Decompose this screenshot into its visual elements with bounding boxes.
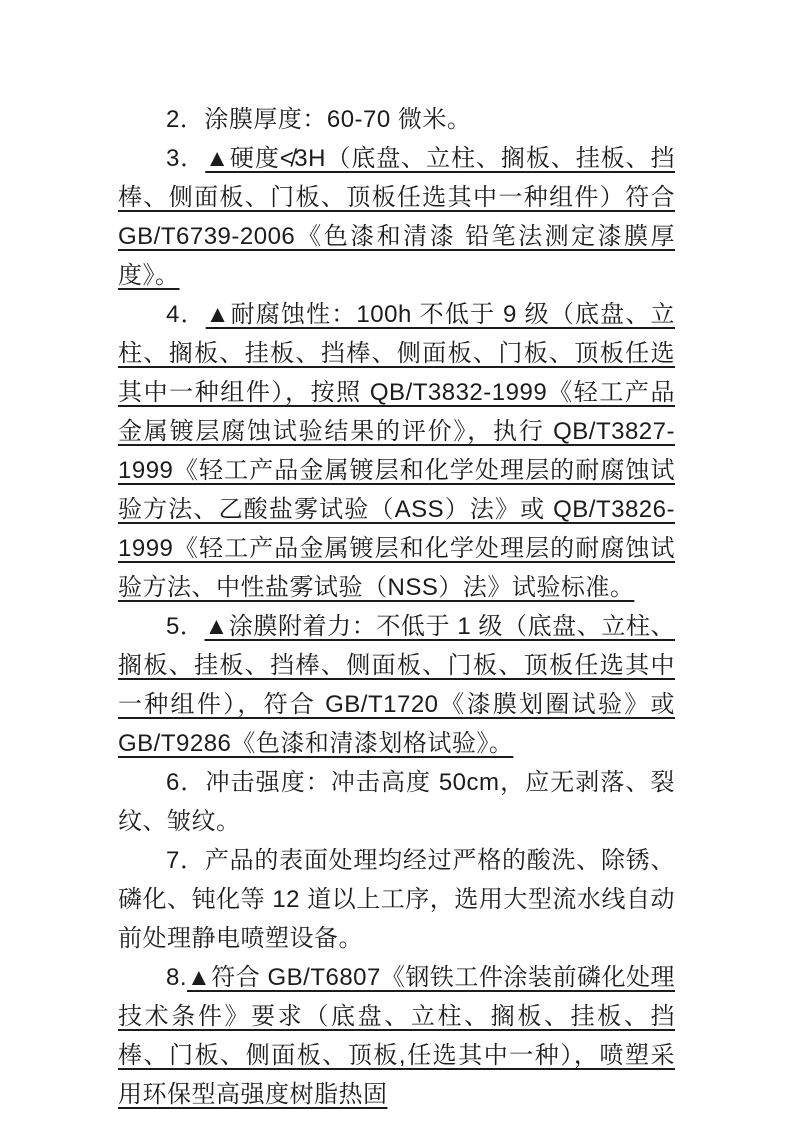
document-page <box>118 100 675 1114</box>
item-underlined-text: ▲耐腐蚀性：100h 不低于 9 级（底盘、立柱、搁板、挂板、挡棒、侧面板、门板、顶板任选其中一种组件），按照 QB/T3832-1999《轻工产品金属镀层腐蚀试验结果的评价》，执行 QB/T3827-1999《轻工产品金属镀层和化学处理层的耐腐蚀试验方法、乙酸盐雾试验（ASS）法》或 QB/T3826-1999《轻工产品金属镀层和化学处理层的耐腐蚀试验方法、中性盐雾试验（NSS）法》试验标准。 <box>118 301 675 601</box>
paragraph-item-7 <box>118 841 675 958</box>
paragraph-item-4 <box>118 295 675 607</box>
item-number: 5． <box>166 613 205 640</box>
item-number-and-text: 2．涂膜厚度：60-70 微米。 <box>166 106 472 133</box>
item-number-and-text: 7．产品的表面处理均经过严格的酸洗、除锈、磷化、钝化等 12 道以上工序，选用大型流水线自动前处理静电喷塑设备。 <box>118 847 675 952</box>
paragraph-item-3 <box>118 139 675 295</box>
item-number-and-text: 6．冲击强度：冲击高度 50cm，应无剥落、裂纹、皱纹。 <box>118 769 675 835</box>
item-number: 4． <box>166 301 206 328</box>
paragraph-item-8 <box>118 958 675 1114</box>
paragraph-item-2 <box>118 100 675 139</box>
item-number: 8. <box>166 964 188 991</box>
item-number: 3． <box>166 145 206 172</box>
item-underlined-text: ▲涂膜附着力：不低于 1 级（底盘、立柱、搁板、挂板、挡棒、侧面板、门板、顶板任选其中一种组件），符合 GB/T1720《漆膜划圈试验》或 GB/T9286《色漆和清漆划格试验》。 <box>118 613 675 757</box>
item-underlined-text: ▲符合 GB/T6807《钢铁工件涂装前磷化处理技术条件》要求（底盘、立柱、搁板、挂板、挡棒、门板、侧面板、顶板,任选其中一种），喷塑采用环保型高强度树脂热固 <box>118 964 675 1108</box>
item-underlined-text: ▲硬度≮3H（底盘、立柱、搁板、挂板、挡棒、侧面板、门板、顶板任选其中一种组件）符合 GB/T6739-2006《色漆和清漆 铅笔法测定漆膜厚度》。 <box>118 145 675 289</box>
paragraph-item-5 <box>118 607 675 763</box>
paragraph-item-6 <box>118 763 675 841</box>
